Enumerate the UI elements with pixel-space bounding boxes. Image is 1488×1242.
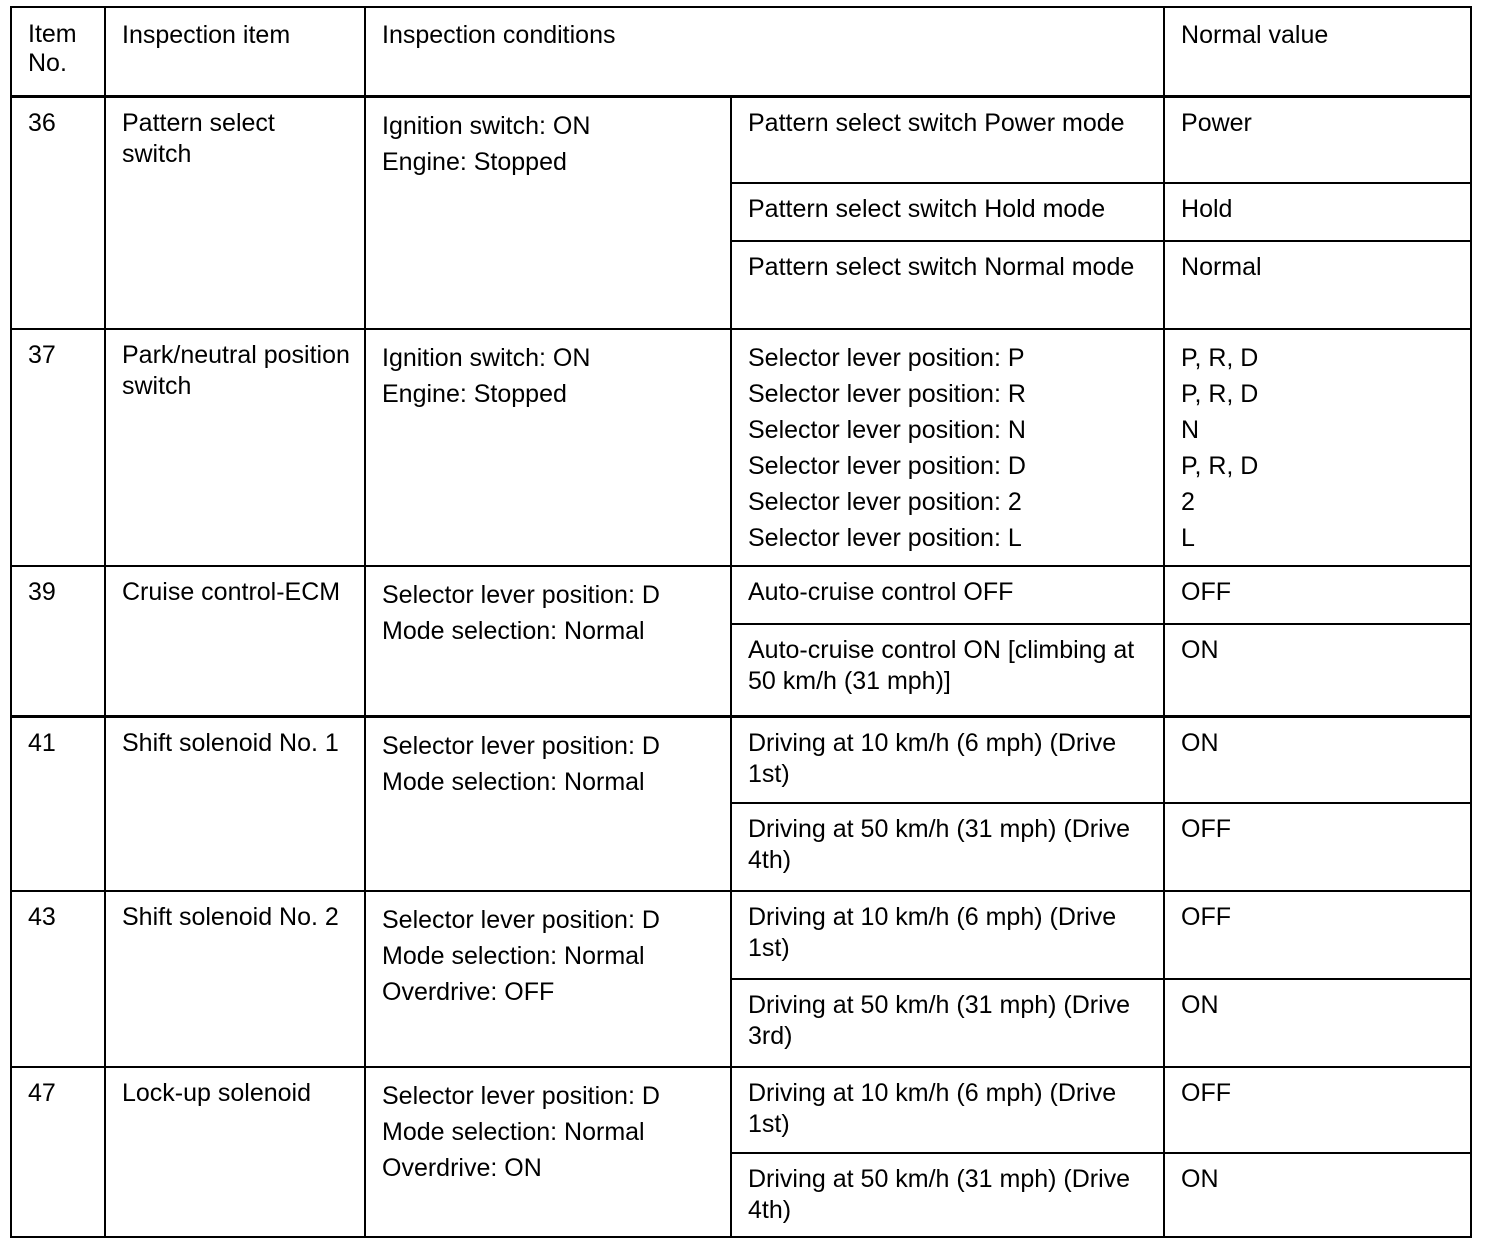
item-no: 41	[11, 717, 105, 891]
case-condition: Auto-cruise control OFF	[731, 566, 1164, 624]
normal-value: P, R, D	[1181, 379, 1259, 408]
case-condition: Pattern select switch Normal mode	[731, 241, 1164, 329]
inspection-item: Pattern select switch	[105, 97, 365, 329]
normal-value: Power	[1164, 97, 1471, 183]
item-no: 37	[11, 329, 105, 566]
condition-line: Engine: Stopped	[382, 379, 567, 408]
case-condition: Driving at 10 km/h (6 mph) (Drive 1st)	[731, 891, 1164, 979]
case-condition: Auto-cruise control ON [climbing at 50 km/h (31 mph)]	[731, 624, 1164, 717]
table-row	[11, 566, 1471, 624]
table-header-row	[11, 7, 1471, 97]
header-inspection-item: Inspection item	[105, 7, 365, 97]
normal-value: OFF	[1164, 803, 1471, 891]
header-inspection-conditions: Inspection conditions	[365, 7, 1164, 97]
inspection-conditions	[365, 566, 731, 717]
item-no: 36	[11, 97, 105, 329]
normal-value: OFF	[1164, 891, 1471, 979]
condition-line: Mode selection: Normal	[382, 941, 645, 970]
item-no: 47	[11, 1067, 105, 1237]
normal-value: N	[1181, 415, 1200, 444]
normal-value: ON	[1164, 624, 1471, 717]
inspection-conditions	[365, 717, 731, 891]
condition-line: Mode selection: Normal	[382, 768, 645, 796]
condition-line: Overdrive: OFF	[382, 977, 555, 1006]
normal-value: ON	[1164, 979, 1471, 1067]
normal-value: L	[1181, 523, 1195, 552]
condition-line: Selector lever position: D	[382, 732, 660, 760]
table-row	[11, 97, 1471, 183]
case-condition: Selector lever position: D	[748, 451, 1026, 480]
condition-line: Overdrive: ON	[382, 1153, 542, 1182]
normal-value: Hold	[1164, 183, 1471, 241]
condition-line: Mode selection: Normal	[382, 616, 645, 645]
case-condition: Driving at 10 km/h (6 mph) (Drive 1st)	[731, 717, 1164, 803]
normal-value-list	[1164, 329, 1471, 566]
normal-value: OFF	[1164, 1067, 1471, 1153]
normal-value: ON	[1164, 717, 1471, 803]
inspection-table	[10, 6, 1472, 1238]
inspection-item: Park/neutral position switch	[105, 329, 365, 566]
condition-line: Ignition switch: ON	[382, 343, 591, 372]
case-condition: Driving at 50 km/h (31 mph) (Drive 4th)	[731, 1153, 1164, 1237]
case-condition: Driving at 50 km/h (31 mph) (Drive 3rd)	[731, 979, 1164, 1067]
inspection-item: Cruise control-ECM	[105, 566, 365, 717]
condition-line: Mode selection: Normal	[382, 1117, 645, 1146]
item-no: 43	[11, 891, 105, 1067]
condition-line: Selector lever position: D	[382, 580, 660, 609]
case-condition: Selector lever position: P	[748, 343, 1025, 372]
case-condition: Selector lever position: N	[748, 415, 1026, 444]
table-row	[11, 329, 1471, 566]
normal-value: Normal	[1164, 241, 1471, 329]
case-condition: Pattern select switch Power mode	[731, 97, 1164, 183]
inspection-conditions	[365, 1067, 731, 1237]
inspection-conditions	[365, 891, 731, 1067]
condition-line: Selector lever position: D	[382, 1081, 660, 1110]
normal-value: 2	[1181, 487, 1195, 516]
table-row	[11, 891, 1471, 979]
case-condition: Driving at 10 km/h (6 mph) (Drive 1st)	[731, 1067, 1164, 1153]
inspection-item: Lock-up solenoid	[105, 1067, 365, 1237]
item-no: 39	[11, 566, 105, 717]
case-condition: Driving at 50 km/h (31 mph) (Drive 4th)	[731, 803, 1164, 891]
header-item-no: Item No.	[11, 7, 105, 97]
table-row	[11, 717, 1471, 803]
condition-line: Engine: Stopped	[382, 148, 567, 176]
case-condition-list	[731, 329, 1164, 566]
header-normal-value: Normal value	[1164, 7, 1471, 97]
table-row	[11, 1067, 1471, 1153]
inspection-item: Shift solenoid No. 1	[105, 717, 365, 891]
case-condition: Selector lever position: 2	[748, 487, 1022, 516]
condition-line: Selector lever position: D	[382, 905, 660, 934]
normal-value: ON	[1164, 1153, 1471, 1237]
case-condition: Selector lever position: R	[748, 379, 1026, 408]
normal-value: OFF	[1164, 566, 1471, 624]
normal-value: P, R, D	[1181, 343, 1259, 372]
case-condition: Selector lever position: L	[748, 523, 1022, 552]
case-condition: Pattern select switch Hold mode	[731, 183, 1164, 241]
inspection-item: Shift solenoid No. 2	[105, 891, 365, 1067]
inspection-conditions	[365, 97, 731, 329]
inspection-conditions	[365, 329, 731, 566]
normal-value: P, R, D	[1181, 451, 1259, 480]
condition-line: Ignition switch: ON	[382, 112, 591, 140]
